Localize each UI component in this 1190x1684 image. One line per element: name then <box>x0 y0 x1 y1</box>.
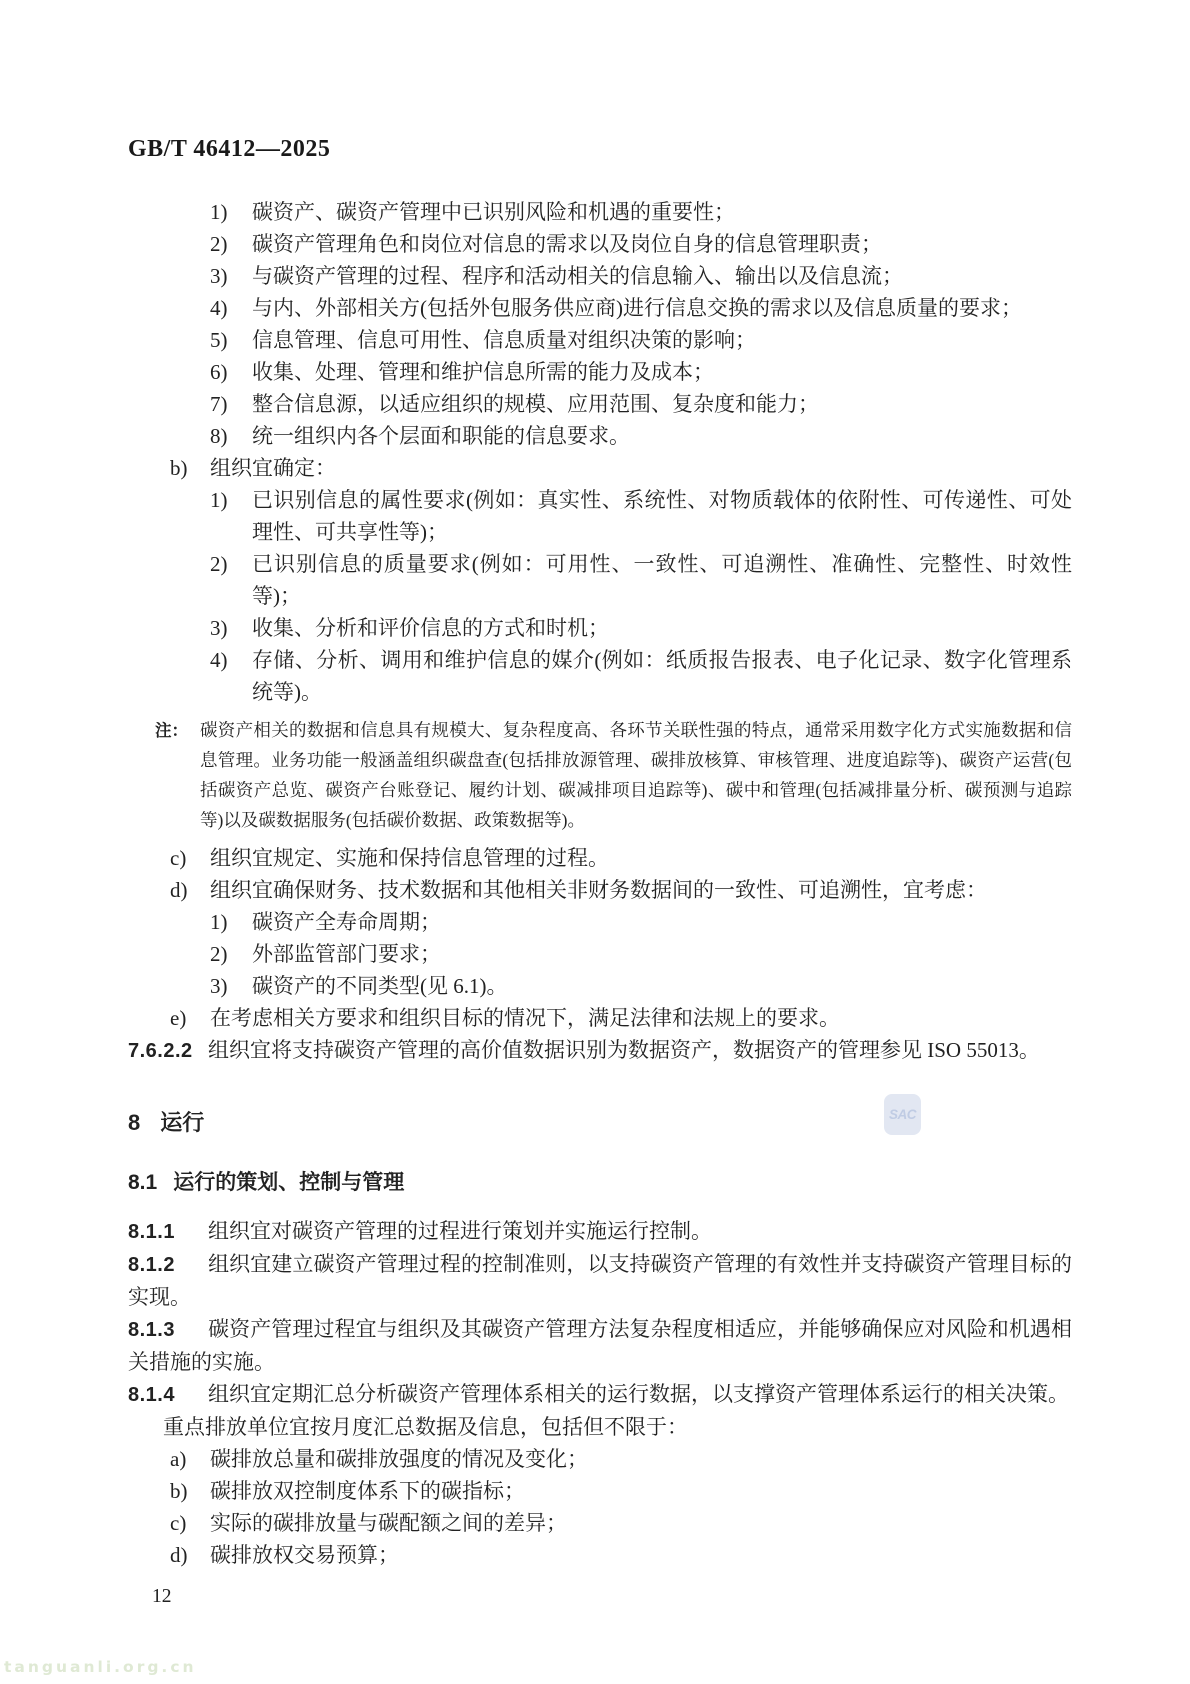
site-watermark: tanguanli.org.cn <box>4 1658 197 1676</box>
section-heading-8 <box>128 1107 1072 1139</box>
list-item-text: 与内、外部相关方(包括外包服务供应商)进行信息交换的需求以及信息质量的要求； <box>252 296 1022 320</box>
list-item-text: 碳排放双控制度体系下的碳指标； <box>210 1479 525 1503</box>
section-number: 8.1 <box>128 1171 158 1194</box>
list-item-marker: 3) <box>210 616 228 640</box>
clause-number: 8.1.4 <box>128 1384 175 1406</box>
list-item-marker: c) <box>170 1511 187 1535</box>
list-item-d <box>128 874 1072 906</box>
list-item <box>128 612 1072 644</box>
list-item <box>128 228 1072 260</box>
list-item-marker: 1) <box>210 910 228 934</box>
list-item-marker: 5) <box>210 328 228 352</box>
list-item-text: 外部监管部门要求； <box>252 942 441 966</box>
list-item-marker: 1) <box>210 200 228 224</box>
list-item <box>128 548 1072 612</box>
list-item-marker: a) <box>170 1447 187 1471</box>
list-item <box>128 1475 1072 1507</box>
list-item-text: 信息管理、信息可用性、信息质量对组织决策的影响； <box>252 328 756 352</box>
section-title: 运行的策划、控制与管理 <box>173 1171 405 1194</box>
section-heading-8-1 <box>128 1167 1072 1199</box>
page-number: 12 <box>152 1586 172 1607</box>
list-item-text: 碳排放总量和碳排放强度的情况及变化； <box>210 1447 588 1471</box>
list-item-marker: 4) <box>210 648 228 672</box>
clause-number: 7.6.2.2 <box>128 1040 193 1062</box>
list-item <box>128 324 1072 356</box>
list-item <box>128 970 1072 1002</box>
list-item <box>128 356 1072 388</box>
clause-text: 碳资产管理过程宜与组织及其碳资产管理方法复杂程度相适应，并能够确保应对风险和机遇相关措施的实施。 <box>128 1317 1072 1374</box>
list-item <box>128 1443 1072 1475</box>
list-item <box>128 906 1072 938</box>
paragraph-monthly-summary: 重点排放单位宜按月度汇总数据及信息，包括但不限于： <box>163 1415 688 1439</box>
list-item-text: 组织宜确定： <box>210 456 336 480</box>
list-item-text: 在考虑相关方要求和组织目标的情况下，满足法律和法规上的要求。 <box>210 1006 840 1030</box>
clause-8-1-2 <box>128 1248 1072 1313</box>
clause-text: 组织宜定期汇总分析碳资产管理体系相关的运行数据，以支撑资产管理体系运行的相关决策。 <box>208 1382 1069 1406</box>
list-item-e <box>128 1002 1072 1034</box>
list-item-marker: 2) <box>210 552 228 576</box>
list-item-marker: 6) <box>210 360 228 384</box>
sac-logo-watermark: SAC <box>884 1094 921 1135</box>
list-item <box>128 420 1072 452</box>
list-item-text: 收集、分析和评价信息的方式和时机； <box>252 616 609 640</box>
clause-text: 组织宜将支持碳资产管理的高价值数据识别为数据资产，数据资产的管理参见 ISO 55013。 <box>208 1038 1040 1062</box>
clause-8-1-3 <box>128 1313 1072 1378</box>
note-text: 碳资产相关的数据和信息具有规模大、复杂程度高、各环节关联性强的特点，通常采用数字化方式实施数据和信息管理。业务功能一般涵盖组织碳盘查(包括排放源管理、碳排放核算、审核管理、进度追踪等)、碳资产运营(包括碳资产总览、碳资产台账登记、履约计划、碳减排项目追踪等)、碳中和管理(包括减排量分析、碳预测与追踪等)以及碳数据服务(包括碳价数据、政策数据等)。 <box>200 720 1072 830</box>
list-item-marker: 7) <box>210 392 228 416</box>
list-item-b <box>128 452 1072 484</box>
list-item-text: 碳资产、碳资产管理中已识别风险和机遇的重要性； <box>252 200 735 224</box>
list-item-marker: 2) <box>210 232 228 256</box>
list-item-marker: c) <box>170 846 187 870</box>
note-block <box>128 715 1072 835</box>
list-item-text: 整合信息源，以适应组织的规模、应用范围、复杂度和能力； <box>252 392 819 416</box>
list-item-marker: e) <box>170 1006 187 1030</box>
list-item-marker: 8) <box>210 424 228 448</box>
clause-number: 8.1.3 <box>128 1319 175 1341</box>
standard-number: GB/T 46412—2025 <box>128 136 331 162</box>
page-content <box>128 196 1072 1613</box>
list-item <box>128 196 1072 228</box>
list-item-text: 碳资产管理角色和岗位对信息的需求以及岗位自身的信息管理职责； <box>252 232 882 256</box>
list-item-marker: 3) <box>210 264 228 288</box>
list-item-text: 收集、处理、管理和维护信息所需的能力及成本； <box>252 360 714 384</box>
clause-number: 8.1.1 <box>128 1221 175 1243</box>
list-item-text: 碳排放权交易预算； <box>210 1543 399 1567</box>
list-item-marker: 1) <box>210 488 228 512</box>
list-item-text: 组织宜规定、实施和保持信息管理的过程。 <box>210 846 609 870</box>
list-item-marker: b) <box>170 456 188 480</box>
clause-8-1-4 <box>128 1378 1072 1411</box>
list-item-text: 存储、分析、调用和维护信息的媒介(例如：纸质报告报表、电子化记录、数字化管理系统等)。 <box>252 648 1072 704</box>
clause-7-6-2-2 <box>128 1034 1072 1067</box>
list-item-marker: d) <box>170 878 188 902</box>
list-item-marker: 4) <box>210 296 228 320</box>
list-item <box>128 938 1072 970</box>
list-item <box>128 644 1072 708</box>
section-number: 8 <box>128 1110 141 1135</box>
list-item <box>128 388 1072 420</box>
list-item <box>128 1539 1072 1571</box>
section-title: 运行 <box>160 1110 205 1135</box>
list-item-marker: d) <box>170 1543 188 1567</box>
clause-8-1-1 <box>128 1215 1072 1248</box>
list-item-marker: b) <box>170 1479 188 1503</box>
list-item-text: 组织宜确保财务、技术数据和其他相关非财务数据间的一致性、可追溯性，宜考虑： <box>210 878 987 902</box>
list-item-c <box>128 842 1072 874</box>
list-item-text: 与碳资产管理的过程、程序和活动相关的信息输入、输出以及信息流； <box>252 264 903 288</box>
list-item-text: 实际的碳排放量与碳配额之间的差异； <box>210 1511 567 1535</box>
note-label: 注： <box>155 722 188 740</box>
list-item-marker: 3) <box>210 974 228 998</box>
list-item-text: 已识别信息的属性要求(例如：真实性、系统性、对物质载体的依附性、可传递性、可处理性、可共享性等)； <box>252 488 1072 544</box>
list-item <box>128 1507 1072 1539</box>
list-item-marker: 2) <box>210 942 228 966</box>
list-item <box>128 260 1072 292</box>
list-item <box>128 292 1072 324</box>
list-item <box>128 484 1072 548</box>
clause-text: 组织宜对碳资产管理的过程进行策划并实施运行控制。 <box>208 1219 712 1243</box>
list-item-text: 碳资产全寿命周期； <box>252 910 441 934</box>
clause-text: 组织宜建立碳资产管理过程的控制准则，以支持碳资产管理的有效性并支持碳资产管理目标的实现。 <box>128 1252 1072 1309</box>
list-item-text: 碳资产的不同类型(见 6.1)。 <box>252 974 508 998</box>
clause-number: 8.1.2 <box>128 1254 175 1276</box>
list-item-text: 已识别信息的质量要求(例如：可用性、一致性、可追溯性、准确性、完整性、时效性等)； <box>252 552 1072 608</box>
list-item-text: 统一组织内各个层面和职能的信息要求。 <box>252 424 630 448</box>
